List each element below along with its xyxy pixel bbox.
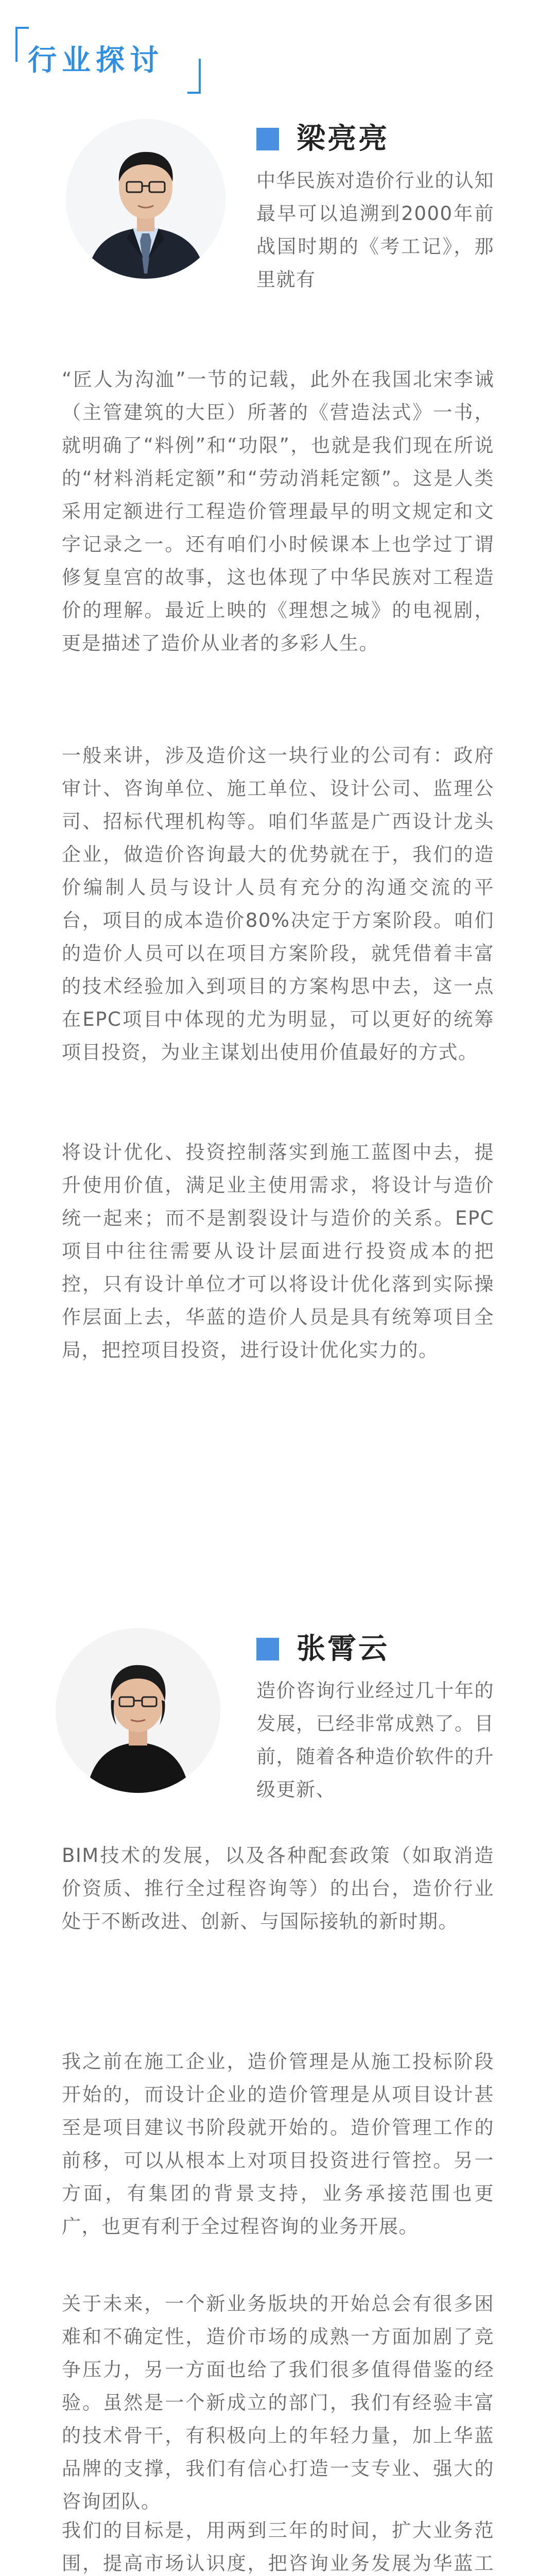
body-paragraph: “匠人为沟洫”一节的记载，此外在我国北宋李诫（主管建筑的大臣）所著的《营造法式》一书，就明确了“料例”和“功限”，也就是我们现在所说的“材料消耗定额”和“劳动消耗定额”。这是人类采用定额进行工程造价管理最早的明文规定和文字记录之一。还有咱们小时候课本上也学过丁谓修复皇宫的故事，这也体现了中华民族对工程造价的理解。最近上映的《理想之城》的电视剧，更是描述了造价从业者的多彩人生。 <box>62 368 494 654</box>
person-name: 梁亮亮 <box>297 122 389 156</box>
header-bracket-top-left <box>15 27 29 62</box>
body-paragraph: 一般来讲，涉及造价这一块行业的公司有：政府审计、咨询单位、施工单位、设计公司、监理公司、招标代理机构等。咱们华蓝是广西设计龙头企业，做造价咨询最大的优势就在于，我们的造价编制人员与设计人员有充分的沟通交流的平台，项目的成本造价80%决定于方案阶段。咱们的造价人员可以在项目方案阶段，就凭借着丰富的技术经验加入到项目的方案构思中去，这一点在EPC项目中体现的尤为明显，可以更好的统筹项目投资，为业主谋划出使用价值最好的方式。 <box>62 744 494 1063</box>
woman-portrait-icon <box>56 1628 220 1793</box>
name-marker-square <box>256 128 279 150</box>
portrait-photo <box>66 119 225 279</box>
body-paragraph: 关于未来，一个新业务版块的开始总会有很多困难和不确定性，造价市场的成熟一方面加剧了竞争压力，另一方面也给了我们很多值得借鉴的经验。虽然是一个新成立的部门，我们有经验丰富的技术骨干，有积极向上的年轻力量，加上华蓝品牌的支撑，我们有信心打造一支专业、强大的咨询团队。 <box>62 2293 494 2513</box>
section-header <box>15 21 201 98</box>
intro-paragraph: 造价咨询行业经过几十年的发展，已经非常成熟了。目前，随着各种造价软件的升级更新、 <box>256 1680 494 1801</box>
name-row <box>256 1631 389 1667</box>
portrait-photo <box>56 1628 220 1793</box>
man-portrait-icon <box>66 119 225 279</box>
body-paragraph: 我之前在施工企业，造价管理是从施工投标阶段开始的，而设计企业的造价管理是从项目设计甚至是项目建议书阶段就开始的。造价管理工作的前移，可以从根本上对项目投资进行管控。另一方面，有集团的背景支持，业务承接范围也更广，也更有利于全过程咨询的业务开展。 <box>62 2050 494 2238</box>
person-name: 张霄云 <box>297 1632 389 1666</box>
name-marker-square <box>256 1638 279 1660</box>
body-paragraph: 我们的目标是，用两到三年的时间，扩大业务范围，提高市场认识度，把咨询业务发展为华蓝工 <box>62 2519 494 2574</box>
body-paragraph: 将设计优化、投资控制落实到施工蓝图中去，提升使用价值，满足业主使用需求，将设计与造价统一起来；而不是割裂设计与造价的关系。EPC项目中往往需要从设计层面进行投资成本的把控，只有设计单位才可以将设计优化落到实际操作层面上去，华蓝的造价人员是具有统筹项目全局，把控项目投资，进行设计优化实力的。 <box>62 1141 494 1361</box>
intro-paragraph: 中华民族对造价行业的认知最早可以追溯到2000年前战国时期的《考工记》，那里就有 <box>256 170 494 291</box>
header-bracket-bottom-right <box>187 59 201 94</box>
section-title: 行业探讨 <box>28 44 164 77</box>
body-paragraph: BIM技术的发展，以及各种配套政策（如取消造价资质、推行全过程咨询等）的出台，造价行业处于不断改进、创新、与国际接轨的新时期。 <box>62 1844 494 1933</box>
name-row <box>256 121 389 157</box>
